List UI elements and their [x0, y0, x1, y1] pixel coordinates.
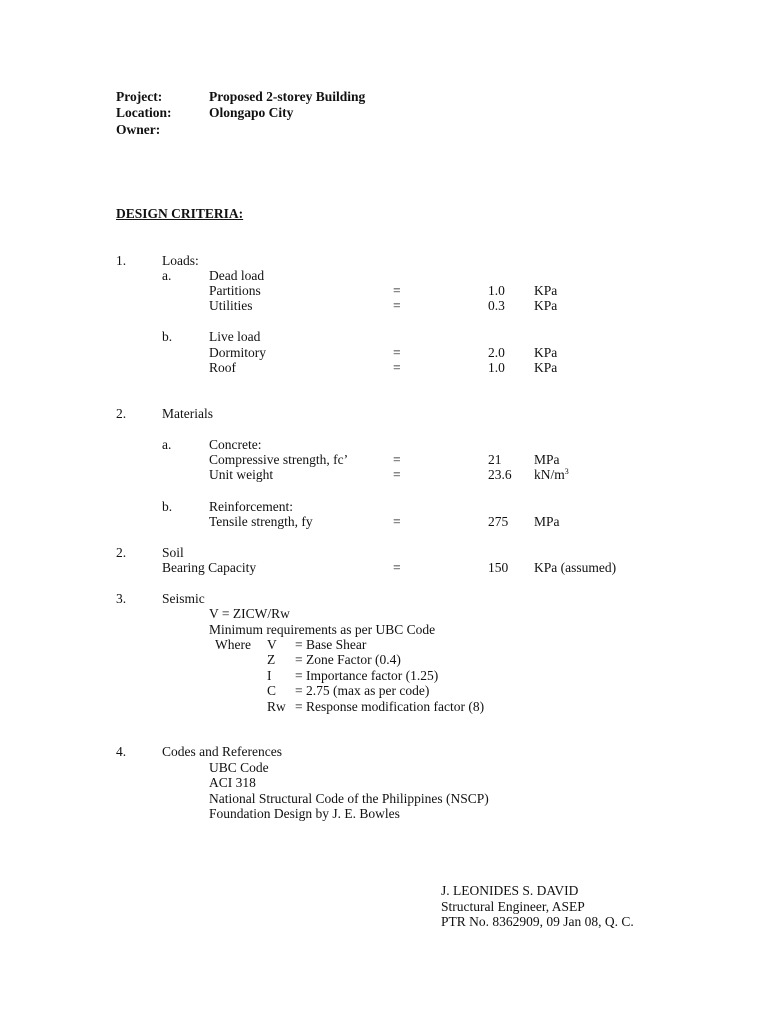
unit-weight-eq: = [393, 467, 401, 482]
partitions-value: 1.0 [488, 283, 505, 298]
location-value: Olongapo City [209, 105, 294, 120]
roof-eq: = [393, 360, 401, 375]
roof-label: Roof [209, 360, 236, 375]
dormitory-label: Dormitory [209, 345, 266, 360]
tensile-eq: = [393, 514, 401, 529]
project-value: Proposed 2-storey Building [209, 89, 366, 104]
reinforcement-letter: b. [162, 499, 173, 514]
bearing-eq: = [393, 560, 401, 575]
live-load-title: Live load [209, 329, 261, 344]
seismic-note: Minimum requirements as per UBC Code [209, 622, 436, 637]
dormitory-unit: KPa [534, 345, 558, 360]
materials-number: 2. [116, 406, 127, 421]
bearing-unit: KPa (assumed) [534, 560, 617, 575]
unit-weight-unit [534, 467, 569, 483]
seismic-sym-rw: Rw [267, 699, 286, 714]
tensile-value: 275 [488, 514, 509, 529]
seismic-sym-v: V [267, 637, 277, 652]
tensile-unit: MPa [534, 514, 560, 529]
compressive-unit: MPa [534, 452, 560, 467]
code-ubc: UBC Code [209, 760, 269, 775]
roof-value: 1.0 [488, 360, 505, 375]
dormitory-value: 2.0 [488, 345, 505, 360]
tensile-label: Tensile strength, fy [209, 514, 313, 529]
unit-weight-label: Unit weight [209, 467, 274, 482]
utilities-label: Utilities [209, 298, 253, 313]
partitions-label: Partitions [209, 283, 261, 298]
utilities-unit: KPa [534, 298, 558, 313]
reinforcement-title: Reinforcement: [209, 499, 293, 514]
seismic-sym-c: C [267, 683, 277, 698]
codes-number: 4. [116, 744, 127, 759]
seismic-desc-rw: = Response modification factor (8) [295, 699, 485, 714]
code-aci: ACI 318 [209, 775, 256, 790]
seismic-title: Seismic [162, 591, 205, 606]
compressive-value: 21 [488, 452, 502, 467]
concrete-title: Concrete: [209, 437, 262, 452]
seismic-where: Where [215, 637, 251, 652]
seismic-desc-i: = Importance factor (1.25) [295, 668, 439, 683]
materials-title: Materials [162, 406, 213, 421]
unit-weight-unit-exponent: 3 [564, 467, 569, 476]
live-load-letter: b. [162, 329, 173, 344]
seismic-desc-v: = Base Shear [295, 637, 367, 652]
partitions-unit: KPa [534, 283, 558, 298]
unit-weight-value: 23.6 [488, 467, 512, 482]
seismic-number: 3. [116, 591, 127, 606]
bearing-label: Bearing Capacity [162, 560, 257, 575]
loads-number: 1. [116, 253, 127, 268]
partitions-eq: = [393, 283, 401, 298]
signatory-ptr: PTR No. 8362909, 09 Jan 08, Q. C. [441, 914, 634, 929]
dead-load-letter: a. [162, 268, 172, 283]
concrete-letter: a. [162, 437, 172, 452]
seismic-sym-z: Z [267, 652, 276, 667]
code-bowles: Foundation Design by J. E. Bowles [209, 806, 400, 821]
seismic-formula: V = ZICW/Rw [209, 606, 290, 621]
seismic-desc-z: = Zone Factor (0.4) [295, 652, 401, 667]
code-nscp: National Structural Code of the Philippines (NSCP) [209, 791, 489, 806]
project-label: Project: [116, 89, 163, 104]
codes-title: Codes and References [162, 744, 282, 759]
loads-title: Loads: [162, 253, 199, 268]
signatory-name: J. LEONIDES S. DAVID [441, 883, 579, 898]
signatory-title: Structural Engineer, ASEP [441, 899, 585, 914]
compressive-label: Compressive strength, fc’ [209, 452, 349, 467]
seismic-sym-i: I [267, 668, 272, 683]
dormitory-eq: = [393, 345, 401, 360]
compressive-eq: = [393, 452, 401, 467]
seismic-desc-c: = 2.75 (max as per code) [295, 683, 430, 698]
utilities-value: 0.3 [488, 298, 505, 313]
dead-load-title: Dead load [209, 268, 265, 283]
utilities-eq: = [393, 298, 401, 313]
owner-label: Owner: [116, 122, 161, 137]
design-criteria-title: DESIGN CRITERIA: [116, 206, 244, 221]
bearing-value: 150 [488, 560, 509, 575]
soil-title: Soil [162, 545, 184, 560]
soil-number: 2. [116, 545, 127, 560]
unit-weight-unit-base: kN/m [534, 467, 565, 482]
location-label: Location: [116, 105, 172, 120]
roof-unit: KPa [534, 360, 558, 375]
